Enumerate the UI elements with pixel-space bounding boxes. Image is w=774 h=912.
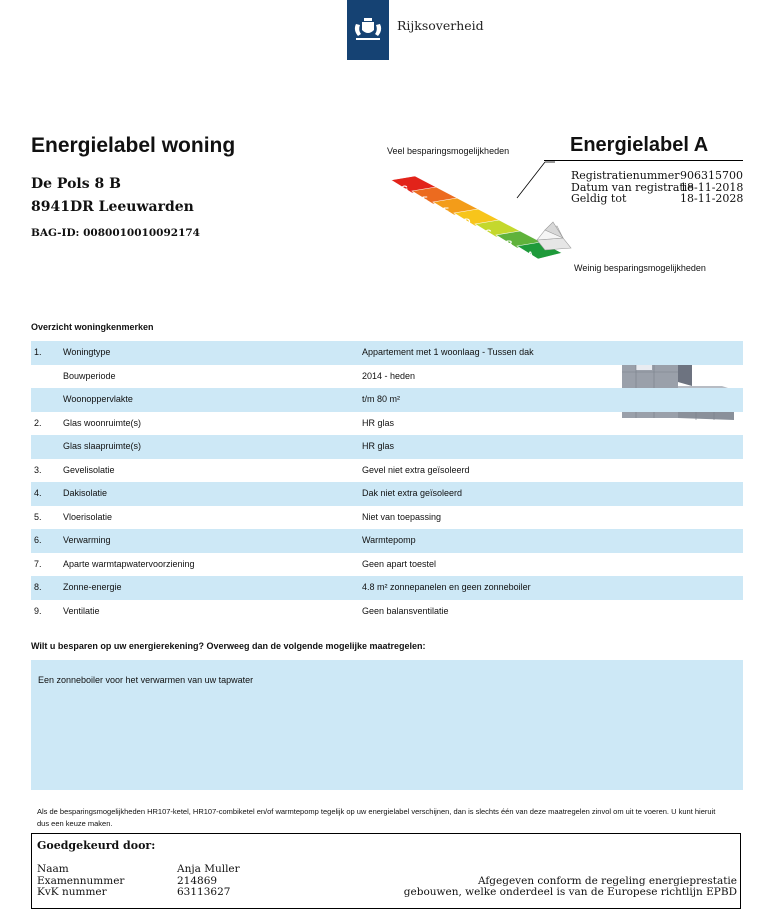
kvk-label: KvK nummer: [37, 886, 107, 898]
logo-badge: [347, 0, 389, 60]
table-row: [31, 388, 743, 412]
row-number: 9.: [34, 605, 42, 616]
table-row: [31, 482, 743, 506]
row-label: Woonoppervlakte: [63, 394, 133, 404]
table-row: [31, 553, 743, 577]
row-number: 6.: [34, 535, 42, 545]
scale-letter: F: [422, 195, 428, 205]
table-row: [31, 506, 743, 530]
row-number: 2.: [34, 417, 42, 428]
name-label: Naam: [37, 863, 69, 875]
row-number: 3.: [34, 464, 42, 475]
row-value: Geen apart toestel: [362, 558, 437, 569]
advice-item: Een zonneboiler voor het verwarmen van uw tapwater: [38, 675, 254, 685]
footnote: Als de besparingsmogelijkheden HR107-ketel, HR107-combiketel en/of warmtepomp tegelijk op uw energielabel verschijnen, dan is slechts één van deze maatregelen zinvol om uit te voeren. U kunt hieruit dus een keuze maken.: [37, 807, 716, 828]
row-value: Appartement met 1 woonlaag - Tussen dak: [362, 347, 534, 357]
exam-number-value: 214869: [177, 875, 218, 887]
scale-top-caption: Veel besparingsmogelijkheden: [387, 146, 510, 156]
statement-line-1: Afgegeven conform de regeling energieprestatie: [478, 875, 737, 887]
row-label: Glas woonruimte(s): [63, 417, 142, 428]
table-row: [31, 600, 743, 624]
energy-scale: [385, 160, 600, 270]
scale-bottom-caption: Weinig besparingsmogelijkheden: [574, 263, 706, 273]
statement-line-2: gebouwen, welke onderdeel is van de Europese richtlijn EPBD: [403, 886, 737, 898]
exam-number-label: Examennummer: [37, 875, 125, 887]
row-number: 1.: [34, 347, 42, 357]
scale-letter: C: [485, 228, 492, 238]
row-value: Geen balansventilatie: [362, 605, 449, 616]
row-number: 5.: [34, 511, 42, 522]
row-number: 8.: [34, 582, 42, 592]
table-row: [31, 435, 743, 459]
energy-label-heading: Energielabel A: [570, 134, 709, 156]
scale-letter: E: [443, 206, 450, 216]
house-icon: [537, 222, 571, 250]
row-label: Aparte warmtapwatervoorziening: [63, 558, 195, 569]
registration-label: Registratienummer: [571, 169, 680, 182]
scale-letter: D: [464, 217, 471, 227]
document-title: Energielabel woning: [31, 134, 236, 157]
scale-letter: B: [506, 239, 513, 249]
table-row: [31, 576, 743, 600]
table-row: [31, 341, 743, 365]
approval-title: Goedgekeurd door:: [37, 839, 156, 852]
row-value: 2014 - heden: [362, 370, 416, 381]
row-value: t/m 80 m²: [362, 394, 401, 404]
scale-letter: A: [527, 250, 534, 260]
row-label: Vloerisolatie: [63, 511, 113, 522]
scale-letter: G: [401, 184, 409, 194]
registration-value: 906315700: [680, 169, 743, 182]
registration-date-label: Datum van registratie: [571, 181, 694, 194]
address-city: 8941DR Leeuwarden: [31, 199, 194, 215]
row-number: 7.: [34, 558, 42, 569]
row-label: Verwarming: [63, 535, 111, 545]
row-label: Woningtype: [63, 347, 111, 357]
row-value: Warmtepomp: [362, 535, 416, 545]
valid-until-label: Geldig tot: [571, 192, 627, 205]
row-value: 4.8 m² zonnepanelen en geen zonneboiler: [362, 582, 531, 592]
coat-of-arms-icon: [347, 0, 389, 60]
address-street: De Pols 8 B: [31, 176, 121, 192]
table-row: [31, 365, 743, 389]
row-label: Ventilatie: [63, 605, 100, 616]
row-label: Dakisolatie: [63, 488, 108, 498]
advice-question: Wilt u besparen op uw energierekening? Overweeg dan de volgende mogelijke maatregelen:: [31, 641, 426, 651]
table-row: [31, 412, 743, 436]
row-value: Gevel niet extra geïsoleerd: [362, 464, 470, 475]
name-value: Anja Muller: [177, 863, 240, 875]
registration-date-value: 18-11-2018: [680, 181, 744, 194]
table-row: [31, 459, 743, 483]
overview-title: Overzicht woningkenmerken: [31, 322, 154, 332]
row-value: Dak niet extra geïsoleerd: [362, 488, 463, 498]
row-number: 4.: [34, 488, 42, 498]
valid-until-value: 18-11-2028: [680, 192, 744, 205]
row-value: HR glas: [362, 441, 395, 451]
row-label: Glas slaapruimte(s): [63, 441, 142, 451]
bag-id: BAG-ID: 0080010010092174: [31, 227, 200, 239]
row-value: HR glas: [362, 417, 395, 428]
table-row: [31, 529, 743, 553]
logo-text: Rijksoverheid: [397, 18, 484, 33]
row-label: Gevelisolatie: [63, 464, 115, 475]
row-label: Bouwperiode: [63, 370, 116, 381]
row-value: Niet van toepassing: [362, 511, 442, 522]
row-label: Zonne-energie: [63, 582, 122, 592]
pointer-line: [517, 162, 545, 198]
kvk-value: 63113627: [177, 886, 231, 898]
